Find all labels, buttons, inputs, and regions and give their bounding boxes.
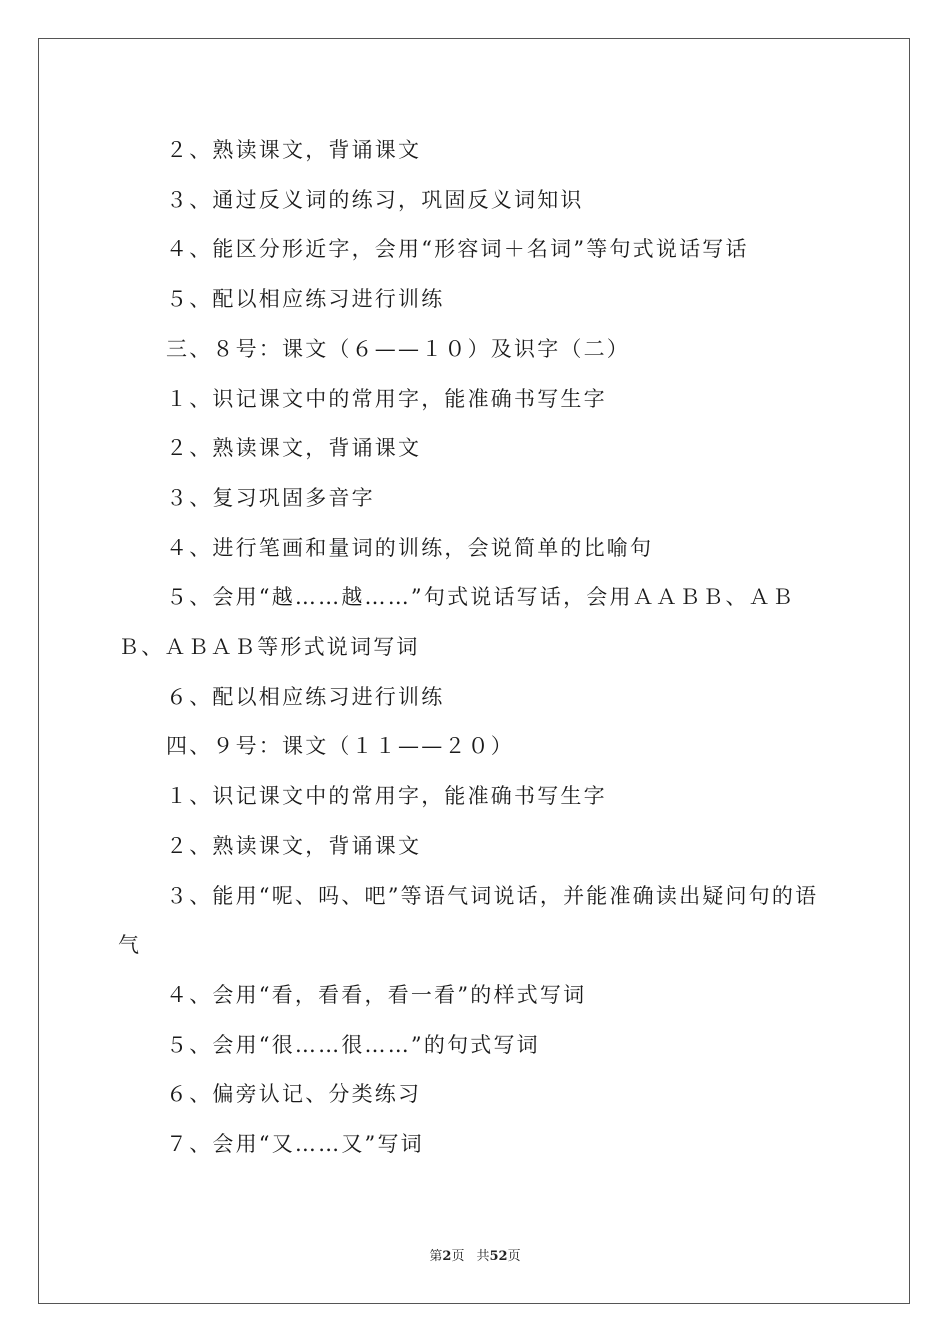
document-body (118, 126, 838, 1170)
section-heading: 四、９号：课文（１１——２０） (166, 734, 514, 759)
paragraph: ３、通过反义词的练习，巩固反义词知识 (166, 187, 584, 212)
paragraph: ３、能用“呢、吗、吧”等语气词说话，并能准确读出疑问句的语气 (118, 883, 819, 958)
paragraph: ６、偏旁认记、分类练习 (166, 1082, 422, 1107)
paragraph: ５、配以相应练习进行训练 (166, 287, 445, 312)
paragraph: １、识记课文中的常用字，能准确书写生字 (166, 784, 607, 809)
paragraph: ２、熟读课文，背诵课文 (166, 436, 422, 461)
section-heading: 三、８号：课文（６——１０）及识字（二） (166, 336, 630, 361)
paragraph: ５、会用“很……很……”的句式写词 (166, 1032, 540, 1057)
footer-total-suffix: 页 (507, 1249, 521, 1264)
paragraph: ２、熟读课文，背诵课文 (166, 833, 422, 858)
page-footer (0, 1245, 950, 1264)
footer-prefix: 第 (429, 1249, 443, 1264)
footer-total-prefix: 共 (476, 1249, 490, 1264)
paragraph: ３、复习巩固多音字 (166, 485, 375, 510)
paragraph: ２、熟读课文，背诵课文 (166, 138, 422, 162)
paragraph: ６、配以相应练习进行训练 (166, 684, 445, 709)
paragraph: ４、会用“看，看看，看一看”的样式写词 (166, 982, 587, 1007)
paragraph: ５、会用“越……越……”句式说话写话，会用ＡＡＢＢ、ＡＢＢ、ＡＢＡＢ等形式说词写词 (118, 585, 796, 660)
paragraph: ４、能区分形近字，会用“形容词＋名词”等句式说话写话 (166, 237, 749, 262)
page-number: 2 (442, 1249, 452, 1264)
footer-page-suffix: 页 (451, 1249, 465, 1264)
paragraph: ４、进行笔画和量词的训练，会说简单的比喻句 (166, 535, 654, 560)
paragraph: １、识记课文中的常用字，能准确书写生字 (166, 386, 607, 411)
paragraph: ７、会用“又……又”写词 (166, 1132, 424, 1157)
total-pages: 52 (489, 1249, 508, 1264)
